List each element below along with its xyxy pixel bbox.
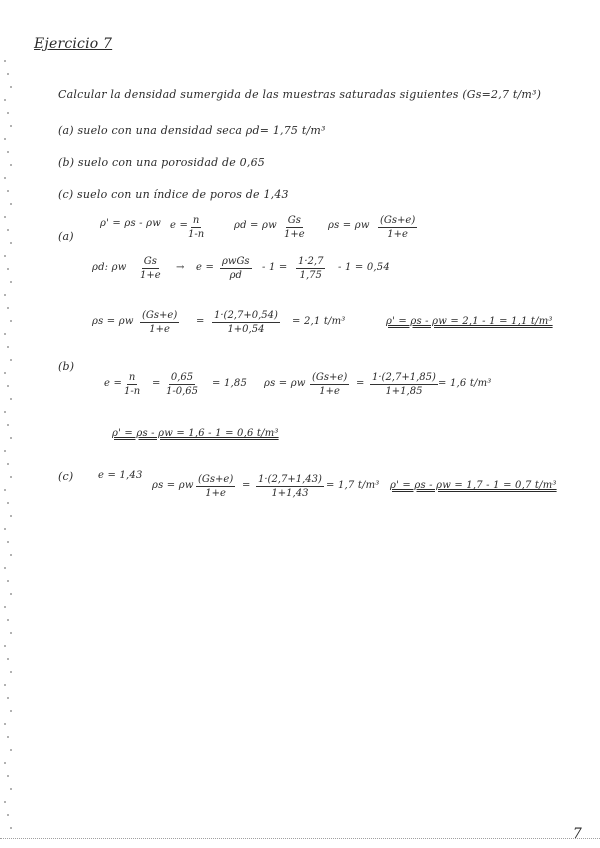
margin-dot — [10, 320, 12, 322]
margin-dot — [10, 515, 12, 517]
solid-density-result: = 1,7 t/m³ — [326, 480, 380, 491]
void-ratio-given: e = 1,43 — [98, 470, 143, 481]
margin-dot — [4, 606, 6, 608]
margin-dot — [4, 450, 6, 452]
margin-dot — [10, 710, 12, 712]
margin-dot — [7, 580, 9, 582]
fraction-numerator: Gs — [143, 256, 157, 267]
answer-a: ρ' = ρs - ρw = 2,1 - 1 = 1,1 t/m³ — [386, 316, 553, 327]
solid-density-fraction — [196, 474, 235, 499]
void-ratio-fraction — [124, 372, 140, 397]
fraction-denominator: 1,75 — [299, 270, 322, 281]
step2-fraction-2 — [212, 310, 280, 335]
problem-statement: Calcular la densidad sumergida de las muestras saturadas siguientes (Gs=2,7 t/m³) — [58, 88, 542, 101]
step1-e: e = — [196, 262, 215, 273]
margin-dot — [10, 203, 12, 205]
fraction-denominator: 1+1,85 — [385, 386, 423, 397]
margin-dot — [4, 567, 6, 569]
exercise-title: Ejercicio 7 — [34, 36, 113, 52]
item-a: (a) suelo con una densidad seca ρd= 1,75 t/m³ — [58, 124, 326, 137]
margin-dot — [4, 216, 6, 218]
solid-density-label: ρs = ρw — [264, 378, 306, 389]
solution-c-label: (c) — [58, 470, 74, 483]
step1-mid: - 1 = — [262, 262, 288, 273]
margin-dot — [10, 164, 12, 166]
margin-dot — [7, 619, 9, 621]
margin-dot — [4, 489, 6, 491]
fraction-numerator: 1·2,7 — [298, 256, 324, 267]
margin-dot — [7, 736, 9, 738]
margin-dots — [0, 60, 18, 840]
formula-dry-density-label: ρd = ρw — [234, 220, 277, 231]
void-ratio-fraction-2 — [166, 372, 198, 397]
margin-dot — [7, 463, 9, 465]
equals: = — [242, 480, 251, 491]
margin-dot — [10, 476, 12, 478]
fraction-denominator: ρd — [229, 270, 242, 281]
void-ratio-result: = 1,85 — [212, 378, 248, 389]
margin-dot — [10, 359, 12, 361]
margin-dot — [4, 60, 6, 62]
margin-dot — [10, 398, 12, 400]
answer-b: ρ' = ρs - ρw = 1,6 - 1 = 0,6 t/m³ — [112, 428, 279, 439]
arrow: → — [176, 262, 185, 273]
margin-dot — [10, 632, 12, 634]
margin-dot — [7, 697, 9, 699]
fraction-numerator: n — [192, 215, 200, 226]
item-c: (c) suelo con un índice de poros de 1,43 — [58, 188, 289, 201]
step1-fraction-3 — [296, 256, 325, 281]
solid-density-label: ρs = ρw — [152, 480, 194, 491]
fraction-denominator: 1+e — [149, 324, 170, 335]
step2-result: = 2,1 t/m³ — [292, 316, 346, 327]
formula-solid-density-fraction — [378, 215, 417, 240]
fraction-denominator: 1-0,65 — [166, 386, 199, 397]
margin-dot — [10, 281, 12, 283]
fraction-numerator: n — [128, 372, 136, 383]
equals: = — [356, 378, 365, 389]
fraction-numerator: 1·(2,7+1,43) — [258, 474, 322, 485]
solid-density-fraction-2 — [370, 372, 438, 397]
margin-dot — [4, 138, 6, 140]
bottom-border — [0, 838, 600, 845]
margin-dot — [7, 502, 9, 504]
margin-dot — [7, 307, 9, 309]
margin-dot — [7, 775, 9, 777]
solution-a-label: (a) — [58, 230, 74, 243]
fraction-denominator: 1+0,54 — [227, 324, 265, 335]
void-ratio-label: e = — [104, 378, 123, 389]
fraction-denominator: 1+e — [387, 229, 408, 240]
fraction-numerator: (Gs+e) — [380, 215, 416, 226]
fraction-denominator: 1+e — [140, 270, 161, 281]
step1-label: ρd: ρw — [92, 262, 127, 273]
margin-dot — [10, 671, 12, 673]
margin-dot — [4, 255, 6, 257]
fraction-denominator: 1-n — [188, 229, 205, 240]
margin-dot — [4, 528, 6, 530]
fraction-numerator: (Gs+e) — [198, 474, 234, 485]
fraction-numerator: (Gs+e) — [142, 310, 178, 321]
solid-density-result: = 1,6 t/m³ — [438, 378, 492, 389]
fraction-denominator: 1-n — [124, 386, 141, 397]
formula-dry-density-fraction — [284, 215, 305, 240]
margin-dot — [10, 437, 12, 439]
formula-submerged-density: ρ' = ρs - ρw — [100, 218, 161, 229]
margin-dot — [10, 125, 12, 127]
formula-void-ratio-label: e = — [170, 220, 189, 231]
fraction-denominator: 1+1,43 — [271, 488, 309, 499]
margin-dot — [7, 658, 9, 660]
margin-dot — [4, 99, 6, 101]
margin-dot — [4, 411, 6, 413]
margin-dot — [10, 86, 12, 88]
margin-dot — [10, 554, 12, 556]
fraction-denominator: 1+e — [319, 386, 340, 397]
margin-dot — [10, 749, 12, 751]
equals: = — [196, 316, 205, 327]
margin-dot — [10, 788, 12, 790]
margin-dot — [7, 229, 9, 231]
margin-dot — [4, 177, 6, 179]
equals: = — [152, 378, 161, 389]
margin-dot — [7, 151, 9, 153]
item-b: (b) suelo con una porosidad de 0,65 — [58, 156, 265, 169]
solid-density-fraction — [310, 372, 349, 397]
margin-dot — [10, 827, 12, 829]
formula-void-ratio-fraction — [188, 215, 204, 240]
margin-dot — [4, 684, 6, 686]
margin-dot — [4, 294, 6, 296]
step1-fraction-2 — [220, 256, 252, 281]
answer-c: ρ' = ρs - ρw = 1,7 - 1 = 0,7 t/m³ — [390, 480, 557, 491]
margin-dot — [7, 814, 9, 816]
fraction-numerator: ρwGs — [222, 256, 250, 267]
margin-dot — [4, 333, 6, 335]
fraction-denominator: 1+e — [284, 229, 305, 240]
fraction-numerator: 0,65 — [170, 372, 194, 383]
step1-result: - 1 = 0,54 — [338, 262, 390, 273]
step1-fraction — [140, 256, 161, 281]
margin-dot — [10, 593, 12, 595]
margin-dot — [7, 424, 9, 426]
fraction-numerator: 1·(2,7+1,85) — [372, 372, 436, 383]
margin-dot — [7, 73, 9, 75]
fraction-numerator: Gs — [287, 215, 301, 226]
margin-dot — [7, 385, 9, 387]
margin-dot — [4, 372, 6, 374]
page-number: 7 — [572, 826, 582, 842]
fraction-denominator: 1+e — [205, 488, 226, 499]
margin-dot — [10, 242, 12, 244]
margin-dot — [4, 723, 6, 725]
fraction-numerator: (Gs+e) — [312, 372, 348, 383]
margin-dot — [4, 801, 6, 803]
margin-dot — [4, 645, 6, 647]
margin-dot — [7, 541, 9, 543]
solution-b-label: (b) — [58, 360, 75, 373]
margin-dot — [7, 190, 9, 192]
step2-fraction — [140, 310, 179, 335]
fraction-numerator: 1·(2,7+0,54) — [214, 310, 278, 321]
margin-dot — [4, 762, 6, 764]
margin-dot — [7, 268, 9, 270]
margin-dot — [7, 346, 9, 348]
formula-solid-density-label: ρs = ρw — [328, 220, 370, 231]
margin-dot — [7, 112, 9, 114]
solid-density-fraction-2 — [256, 474, 324, 499]
step2-label: ρs = ρw — [92, 316, 134, 327]
